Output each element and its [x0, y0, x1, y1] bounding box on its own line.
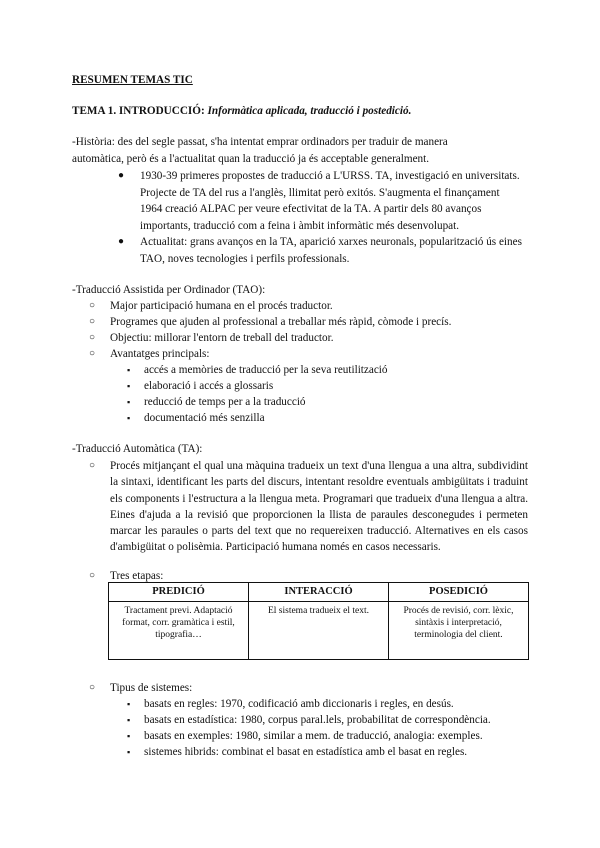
historia-bullet-2-line-1: Actualitat: grans avanços en la TA, aparició xarxes neuronals, popularització ús eines	[140, 236, 522, 248]
historia-bullet-2-line-2: TAO, noves tecnologies i perfils professionals.	[140, 253, 350, 265]
section-heading-subtitle: Informàtica aplicada, traducció i postedició.	[207, 105, 412, 117]
tao-subitem-2: elaboració i accés a glossaris	[144, 380, 274, 392]
historia-bullet-1-line-2: Projecte de TA del rus a l'anglès, llimitat però exitós. S'augmenta el finançament	[140, 187, 500, 199]
ta-system-4: sistemes hibrids: combinat el basat en estadística amb el basat en regles.	[144, 746, 468, 758]
historia-bullet-1-line-3: 1964 creació ALPAC per veure efectivitat de la TA. A partir dels 80 avanços	[140, 203, 482, 215]
square-bullet-icon: ▪	[127, 699, 131, 709]
ta-system-3: basats en exemples: 1980, similar a mem. de traducció, analogia: exemples.	[144, 730, 483, 742]
stage-header-posedicio: POSEDICIÓ	[389, 583, 529, 602]
circle-bullet-icon: ○	[89, 460, 96, 471]
ta-stages-label: Tres etapas:	[110, 570, 164, 582]
ta-systems-label: Tipus de sistemes:	[110, 682, 193, 694]
historia-bullet-1-line-1: 1930-39 primeres propostes de traducció a L'URSS. TA, investigació en universitats.	[140, 170, 520, 182]
stage-text-predicio: Tractament previ. Adaptació format, corr. gramàtica i estil, tipografia…	[109, 602, 249, 660]
circle-bullet-icon: ○	[89, 682, 96, 693]
square-bullet-icon: ▪	[127, 365, 131, 375]
stages-table	[108, 582, 529, 660]
circle-bullet-icon: ○	[89, 316, 96, 327]
circle-bullet-icon: ○	[89, 348, 96, 359]
circle-bullet-icon: ○	[89, 300, 96, 311]
ta-system-1: basats en regles: 1970, codificació amb diccionaris i regles, en desús.	[144, 698, 454, 710]
circle-bullet-icon: ○	[89, 570, 96, 581]
tao-item-4: Avantatges principals:	[110, 348, 210, 360]
historia-bullet-1-line-4: importants, traducció com a feina i àmbit informàtic més desenvolupat.	[140, 220, 460, 232]
square-bullet-icon: ▪	[127, 731, 131, 741]
section-heading	[72, 103, 411, 119]
circle-bullet-icon: ○	[89, 332, 96, 343]
ta-heading: -Traducció Automàtica (TA):	[72, 443, 203, 455]
ta-paragraph: Procés mitjançant el qual una màquina tradueix un text d'una llengua a una altra, subdividint la sintaxi, identificant les parts del discurs, intentant resoldre eventuals ambigüitats i traduint els components i l'estructura a la llengua meta. Programari que tradueix d'una llengua a altra. Eines d'ajuda a la revisió que proporcionen la llista de paraules desconegudes i permeten marcar les paraules o parts del text que no requereixen traducció. Alternatives en els casos d'ambigüitat o polisèmia. Participació humana només en casos necessaris.	[110, 460, 528, 554]
disc-bullet-icon: ●	[118, 236, 125, 247]
historia-line-2: automàtica, però és a l'actualitat quan la traducció ja és acceptable generalment.	[72, 153, 430, 165]
tao-subitem-1: accés a memòries de traducció per la seva reutilització	[144, 364, 388, 376]
square-bullet-icon: ▪	[127, 747, 131, 757]
tao-subitem-3: reducció de temps per a la traducció	[144, 396, 306, 408]
stage-header-interaccio: INTERACCIÓ	[249, 583, 389, 602]
tao-subitem-4: documentació més senzilla	[144, 412, 265, 424]
tao-heading: -Traducció Assistida per Ordinador (TAO):	[72, 284, 266, 296]
disc-bullet-icon: ●	[118, 170, 125, 181]
stage-text-interaccio: El sistema tradueix el text.	[249, 602, 389, 660]
stage-text-posedicio: Procés de revisió, corr. lèxic, sintàxis i interpretació, terminologia del client.	[389, 602, 529, 660]
tao-item-3: Objectiu: millorar l'entorn de treball del traductor.	[110, 332, 334, 344]
historia-line-1: -Història: des del segle passat, s'ha intentat emprar ordinadors per traduir de manera	[72, 136, 448, 148]
square-bullet-icon: ▪	[127, 715, 131, 725]
section-heading-prefix: TEMA 1. INTRODUCCIÓ:	[72, 105, 208, 117]
ta-system-2: basats en estadística: 1980, corpus paral.lels, probabilitat de correspondència.	[144, 714, 491, 726]
stages-body-row	[109, 602, 529, 660]
stages-header-row	[109, 583, 529, 602]
square-bullet-icon: ▪	[127, 413, 131, 423]
square-bullet-icon: ▪	[127, 397, 131, 407]
square-bullet-icon: ▪	[127, 381, 131, 391]
tao-item-2: Programes que ajuden al professional a treballar més ràpid, còmode i precís.	[110, 316, 452, 328]
document-title: RESUMEN TEMAS TIC	[72, 74, 193, 86]
tao-item-1: Major participació humana en el procés traductor.	[110, 300, 333, 312]
stage-header-predicio: PREDICIÓ	[109, 583, 249, 602]
